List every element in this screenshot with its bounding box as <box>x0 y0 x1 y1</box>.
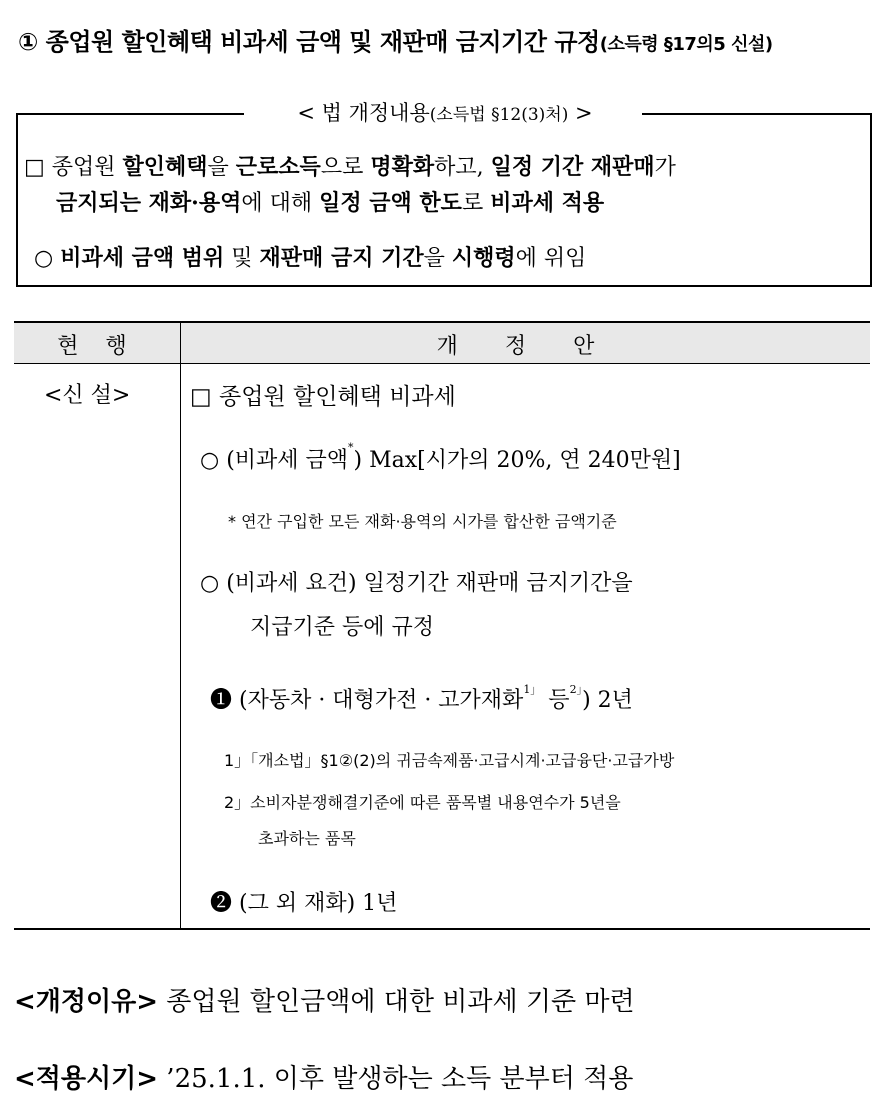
amendment-reason-text: 종업원 할인금액에 대한 비과세 기준 마련 <box>158 987 635 1017</box>
law-line-1-text-b: 할인혜택 <box>122 154 208 180</box>
law-line-1-text-f: 명확화 <box>370 154 435 180</box>
section-title-main: ① 종업원 할인혜택 비과세 금액 및 재판매 금지기간 규정 <box>18 28 600 56</box>
law-box-caption-main: < 법 개정내용 <box>297 101 430 125</box>
law-line-3-text-g: 에 위임 <box>515 246 587 271</box>
law-line-3-text-b: 비과세 금액 범위 <box>60 245 225 271</box>
law-line-1-text-e: 으로 <box>320 155 371 180</box>
proposal-item-1-b: 등 <box>541 688 570 713</box>
footnote-1: 1」「개소법」§1②(2)의 귀금속제품·고급시계·고급융단·고급가방 <box>224 751 675 770</box>
effective-date-label: <적용시기> <box>14 1064 159 1094</box>
proposal-item-1 <box>210 683 633 714</box>
proposal-requirement-line1: ○ (비과세 요건) 일정기간 재판매 금지기간을 <box>200 571 633 596</box>
law-line-2 <box>56 186 604 217</box>
law-line-1-text-c: 을 <box>207 155 236 180</box>
law-line-1-text-d: 근로소득 <box>235 154 321 180</box>
law-line-3-text-c: 및 <box>224 246 260 271</box>
comparison-table <box>14 321 870 930</box>
law-line-2-text-e: 비과세 적용 <box>490 190 605 216</box>
proposal-item-2: ❷ (그 외 재화) 1년 <box>210 891 398 916</box>
law-line-2-text-d: 로 <box>461 191 491 216</box>
law-line-3-text-e: 을 <box>423 246 452 271</box>
proposal-item-1-sup2: 2」 <box>569 683 583 696</box>
proposal-amount <box>200 443 681 474</box>
current-cell-new: <신 설> <box>44 383 131 408</box>
proposal-requirement-line2: 지급기준 등에 규정 <box>250 615 435 640</box>
law-line-1-text-a: □ 종업원 <box>24 155 123 180</box>
law-line-3-text-a: ○ <box>34 246 61 271</box>
footnote-2-line2: 초과하는 품목 <box>258 829 356 848</box>
proposal-amount-b: ) Max[시가의 20%, 연 240만원] <box>353 448 681 473</box>
footnote-2-line1: 2」소비자분쟁해결기준에 따른 품목별 내용연수가 5년을 <box>224 793 621 812</box>
law-line-2-text-b: 에 대해 <box>241 191 320 216</box>
law-line-1-text-g: 하고, <box>434 155 491 180</box>
proposal-amount-note: * 연간 구입한 모든 재화·용역의 시가를 합산한 금액기준 <box>228 512 617 531</box>
law-box-caption-ref: (소득법 §12(3)처) <box>429 105 569 125</box>
law-line-2-text-c: 일정 금액 한도 <box>319 190 462 216</box>
law-line-3 <box>34 241 586 272</box>
law-line-1-text-i: 가 <box>654 155 676 180</box>
law-line-3-text-d: 재판매 금지 기간 <box>259 245 424 271</box>
header-proposal: 개 정 안 <box>436 334 615 359</box>
law-line-3-text-f: 시행령 <box>451 245 516 271</box>
law-line-1 <box>24 150 676 181</box>
law-box-caption <box>250 97 640 127</box>
proposal-heading: □ 종업원 할인혜택 비과세 <box>190 384 456 410</box>
law-line-2-text-a: 금지되는 재화·용역 <box>56 190 242 216</box>
law-box-caption-end: > <box>568 101 593 125</box>
section-title <box>18 22 878 57</box>
proposal-amount-a: ○ (비과세 금액 <box>200 448 349 473</box>
proposal-item-1-sup1: 1」 <box>523 683 542 696</box>
amendment-reason <box>14 981 635 1018</box>
effective-date <box>14 1058 633 1095</box>
amendment-reason-label: <개정이유> <box>14 987 159 1017</box>
section-title-ref: (소득령 §17의5 신설) <box>599 34 773 55</box>
table-column-divider <box>180 323 181 928</box>
proposal-amount-sup: * <box>348 441 354 454</box>
law-line-1-text-h: 일정 기간 재판매 <box>490 154 655 180</box>
proposal-item-1-a: ❶ (자동차 · 대형가전 · 고가재화 <box>210 688 524 713</box>
header-current: 현 행 <box>57 334 137 359</box>
proposal-item-1-c: ) 2년 <box>582 688 633 713</box>
effective-date-text: ’25.1.1. 이후 발생하는 소득 분부터 적용 <box>158 1064 634 1094</box>
